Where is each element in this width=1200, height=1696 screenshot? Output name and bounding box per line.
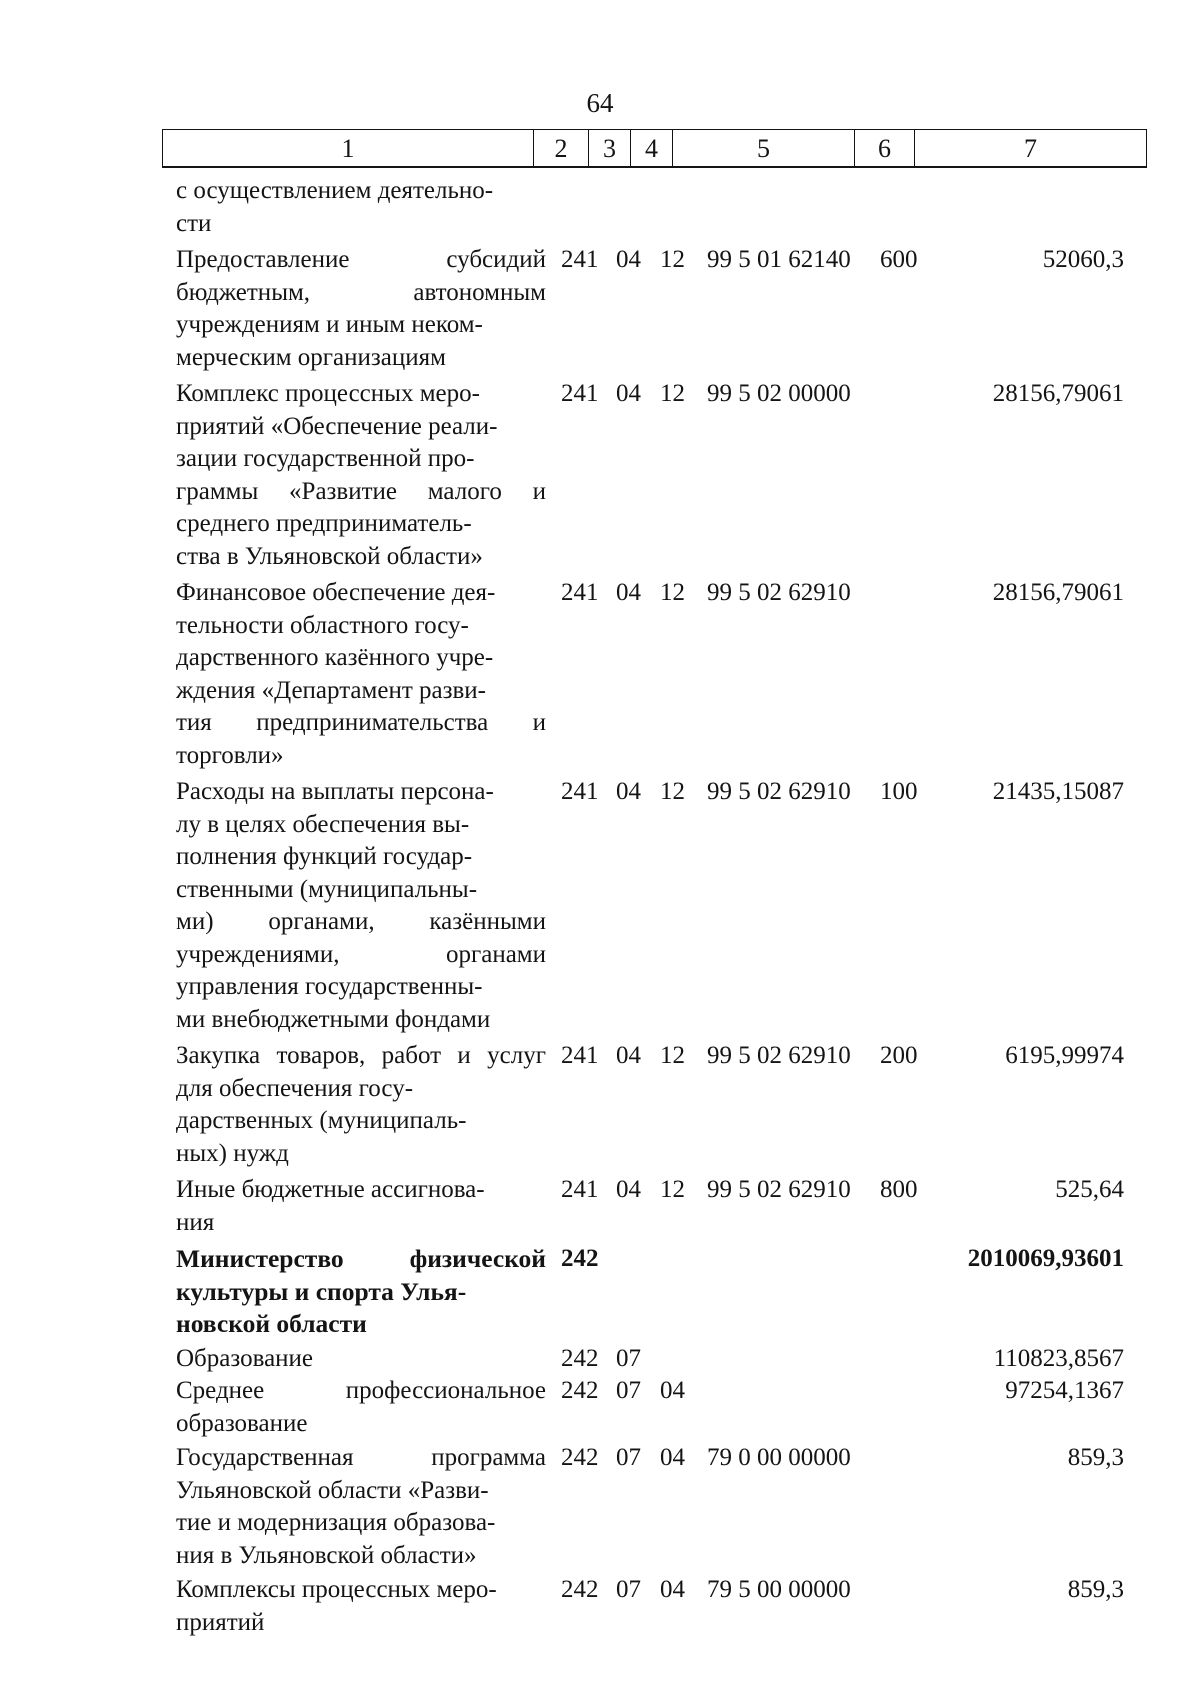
header-col-1: 1: [163, 130, 534, 166]
subsection-code: 12: [660, 778, 685, 805]
section-code: 04: [616, 1042, 641, 1069]
table-row: [0, 1442, 1200, 1572]
ministry-code: 241: [561, 778, 599, 805]
section-code: 04: [616, 579, 641, 606]
row-amount: 6195,99974: [1005, 1042, 1124, 1069]
section-code: 07: [616, 1444, 641, 1471]
expense-type-code: 800: [880, 1176, 918, 1203]
ministry-code: 242: [561, 1344, 599, 1372]
subsection-code: 12: [660, 1042, 685, 1069]
subsection-code: 04: [660, 1444, 685, 1471]
row-amount: 28156,79061: [992, 380, 1124, 407]
target-article-code: 99 5 02 62910: [707, 1176, 851, 1203]
target-article-code: 99 5 02 62910: [707, 1042, 851, 1069]
expense-type-code: 200: [880, 1042, 918, 1069]
section-code: 07: [616, 1377, 641, 1404]
ministry-code: 241: [561, 246, 599, 273]
table-row: [0, 1574, 1200, 1639]
subsection-code: 12: [660, 1176, 685, 1203]
header-col-4: 4: [631, 130, 673, 166]
target-article-code: 79 0 00 00000: [707, 1444, 851, 1471]
page-number: 64: [586, 88, 614, 118]
ministry-code: 241: [561, 579, 599, 606]
header-col-2: 2: [534, 130, 589, 166]
row-description: Государственная программа Ульяновской области «Разви- тие и модернизация образова- ния в Ульяновской области»: [176, 1444, 546, 1569]
header-col-3: 3: [589, 130, 631, 166]
target-article-code: 99 5 01 62140: [707, 246, 851, 273]
table-row: [0, 577, 1200, 772]
table-row: [0, 378, 1200, 573]
subsection-code: 04: [660, 1377, 685, 1404]
table-row: [0, 1375, 1200, 1440]
row-description: Финансовое обеспечение дея- тельности областного госу- дарственного казённого учре- ждения «Департамент разви- тия предпринимательства и торговли»: [176, 579, 546, 769]
subsection-code: 04: [660, 1576, 685, 1603]
table-row: [0, 175, 1200, 240]
row-amount: 28156,79061: [992, 579, 1124, 606]
table-row: [0, 1343, 1200, 1376]
section-code: 04: [616, 1176, 641, 1203]
row-amount: 2010069,93601: [967, 1245, 1124, 1272]
expense-type-code: 600: [880, 246, 918, 273]
row-description: Образование: [176, 1344, 314, 1372]
subsection-code: 12: [660, 579, 685, 606]
row-description: Комплекс процессных меро- приятий «Обеспечение реали- зации государственной про- граммы «Развитие малого и среднего предприниматель- ства в Ульяновской области»: [176, 380, 546, 570]
subsection-code: 12: [660, 246, 685, 273]
row-description: Министерство физической культуры и спорта Улья- новской области: [176, 1244, 546, 1338]
ministry-code: 242: [561, 1576, 599, 1603]
section-code: 04: [616, 778, 641, 805]
row-description: Расходы на выплаты персона- лу в целях обеспечения вы- полнения функций государ- ственными (муниципальны- ми) органами, казёнными учреждениями, органами управления государственны- ми внебюджетными фондами: [176, 778, 546, 1033]
table-row: [0, 1243, 1200, 1341]
header-col-7: 7: [1024, 134, 1037, 163]
subsection-code: 12: [660, 380, 685, 407]
row-description: Среднее профессиональное образование: [176, 1377, 546, 1437]
table-header: [162, 129, 1147, 168]
target-article-code: 99 5 02 62910: [707, 778, 851, 805]
budget-table-body: [0, 175, 1200, 1639]
table-row: [0, 1040, 1200, 1170]
header-col-5: 5: [673, 130, 855, 166]
row-amount: 52060,3: [1042, 246, 1124, 273]
section-code: 04: [616, 380, 641, 407]
header-col-6: 6: [855, 130, 915, 166]
row-amount: 21435,15087: [992, 778, 1124, 805]
ministry-code: 242: [561, 1377, 599, 1404]
table-row: [0, 244, 1200, 374]
ministry-code: 241: [561, 380, 599, 407]
row-amount: 110823,8567: [993, 1344, 1124, 1372]
section-code: 07: [616, 1576, 641, 1603]
target-article-code: 79 5 00 00000: [707, 1576, 851, 1603]
ministry-code: 241: [561, 1176, 599, 1203]
row-amount: 525,64: [1055, 1176, 1124, 1203]
row-amount: 859,3: [1067, 1444, 1124, 1471]
table-row: [0, 1174, 1200, 1239]
section-code: 07: [616, 1344, 641, 1372]
ministry-code: 242: [561, 1245, 599, 1272]
table-row: [0, 776, 1200, 1036]
row-description: с осуществлением деятельно- сти: [176, 177, 494, 237]
row-description: Предоставление субсидий бюджетным, автономным учреждениям и иным неком- мерческим организациям: [176, 246, 546, 371]
row-description: Комплексы процессных меро- приятий: [176, 1576, 497, 1636]
target-article-code: 99 5 02 00000: [707, 380, 851, 407]
target-article-code: 99 5 02 62910: [707, 579, 851, 606]
section-code: 04: [616, 246, 641, 273]
row-description: Иные бюджетные ассигнова- ния: [176, 1176, 485, 1236]
row-amount: 97254,1367: [1005, 1377, 1124, 1404]
expense-type-code: 100: [880, 778, 918, 805]
row-description: Закупка товаров, работ и услуг для обеспечения госу- дарственных (муниципаль- ных) нужд: [176, 1042, 546, 1167]
row-amount: 859,3: [1067, 1576, 1124, 1603]
ministry-code: 242: [561, 1444, 599, 1471]
ministry-code: 241: [561, 1042, 599, 1069]
